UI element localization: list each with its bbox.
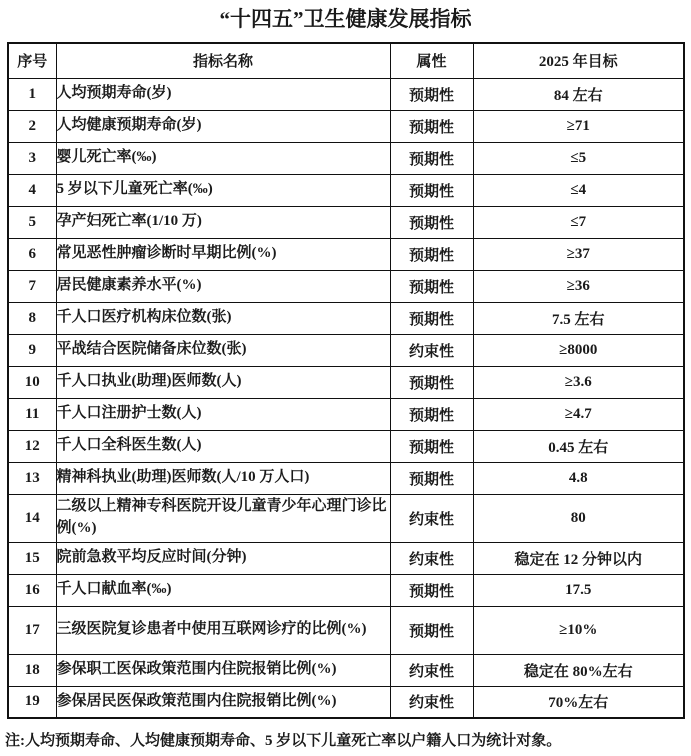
- row-target: ≤4: [473, 174, 684, 206]
- table-header-row: [8, 43, 684, 78]
- row-indicator-name: 千人口执业(助理)医师数(人): [56, 366, 390, 398]
- indicators-table: [7, 42, 685, 719]
- row-target: 4.8: [473, 462, 684, 494]
- row-attribute: 约束性: [390, 542, 473, 574]
- row-attribute: 预期性: [390, 238, 473, 270]
- table-row: [8, 430, 684, 462]
- row-attribute: 预期性: [390, 110, 473, 142]
- row-no: 10: [8, 366, 56, 398]
- row-target: 稳定在 80%左右: [473, 654, 684, 686]
- header-attribute: 属性: [390, 43, 473, 78]
- row-indicator-name: 居民健康素养水平(%): [56, 270, 390, 302]
- row-indicator-name: 千人口注册护士数(人): [56, 398, 390, 430]
- row-indicator-name: 院前急救平均反应时间(分钟): [56, 542, 390, 574]
- table-row: [8, 238, 684, 270]
- row-target: 7.5 左右: [473, 302, 684, 334]
- table-row: [8, 302, 684, 334]
- page-title: “十四五”卫生健康发展指标: [219, 7, 472, 31]
- row-indicator-name: 常见恶性肿瘤诊断时早期比例(%): [56, 238, 390, 270]
- row-attribute: 预期性: [390, 270, 473, 302]
- row-no: 18: [8, 654, 56, 686]
- row-no: 12: [8, 430, 56, 462]
- row-no: 14: [8, 494, 56, 542]
- row-no: 6: [8, 238, 56, 270]
- row-no: 8: [8, 302, 56, 334]
- row-target: 0.45 左右: [473, 430, 684, 462]
- table-row: [8, 142, 684, 174]
- row-attribute: 约束性: [390, 494, 473, 542]
- table-row: [8, 206, 684, 238]
- row-attribute: 预期性: [390, 302, 473, 334]
- header-2025-target: 2025 年目标: [473, 43, 684, 78]
- row-indicator-name: 参保居民医保政策范围内住院报销比例(%): [56, 686, 390, 718]
- row-attribute: 约束性: [390, 686, 473, 718]
- row-indicator-name: 婴儿死亡率(‰): [56, 142, 390, 174]
- table-row: [8, 110, 684, 142]
- row-indicator-name: 二级以上精神专科医院开设儿童青少年心理门诊比例(%): [56, 494, 390, 542]
- row-indicator-name: 三级医院复诊患者中使用互联网诊疗的比例(%): [56, 606, 390, 654]
- row-target: ≥37: [473, 238, 684, 270]
- row-attribute: 预期性: [390, 206, 473, 238]
- table-row: [8, 78, 684, 110]
- row-target: 84 左右: [473, 78, 684, 110]
- row-no: 4: [8, 174, 56, 206]
- row-target: ≤5: [473, 142, 684, 174]
- table-row: [8, 654, 684, 686]
- row-target: ≥36: [473, 270, 684, 302]
- row-attribute: 约束性: [390, 334, 473, 366]
- row-attribute: 预期性: [390, 366, 473, 398]
- row-attribute: 预期性: [390, 78, 473, 110]
- row-target: ≥10%: [473, 606, 684, 654]
- row-attribute: 预期性: [390, 142, 473, 174]
- row-no: 15: [8, 542, 56, 574]
- row-target: ≥71: [473, 110, 684, 142]
- table-row: [8, 334, 684, 366]
- row-indicator-name: 人均健康预期寿命(岁): [56, 110, 390, 142]
- row-indicator-name: 参保职工医保政策范围内住院报销比例(%): [56, 654, 390, 686]
- row-target: ≥3.6: [473, 366, 684, 398]
- row-no: 3: [8, 142, 56, 174]
- row-target: ≥4.7: [473, 398, 684, 430]
- row-no: 11: [8, 398, 56, 430]
- row-indicator-name: 千人口献血率(‰): [56, 574, 390, 606]
- row-no: 16: [8, 574, 56, 606]
- row-target: 70%左右: [473, 686, 684, 718]
- table-row: [8, 366, 684, 398]
- row-attribute: 预期性: [390, 462, 473, 494]
- row-no: 1: [8, 78, 56, 110]
- table-row: [8, 494, 684, 542]
- row-target: 80: [473, 494, 684, 542]
- row-attribute: 约束性: [390, 654, 473, 686]
- row-indicator-name: 千人口全科医生数(人): [56, 430, 390, 462]
- row-attribute: 预期性: [390, 174, 473, 206]
- row-target: 稳定在 12 分钟以内: [473, 542, 684, 574]
- row-indicator-name: 千人口医疗机构床位数(张): [56, 302, 390, 334]
- row-no: 2: [8, 110, 56, 142]
- table-row: [8, 398, 684, 430]
- table-row: [8, 686, 684, 718]
- table-row: [8, 174, 684, 206]
- footnote: 注:人均预期寿命、人均健康预期寿命、5 岁以下儿童死亡率以户籍人口为统计对象。: [5, 733, 562, 750]
- row-target: ≤7: [473, 206, 684, 238]
- row-indicator-name: 5 岁以下儿童死亡率(‰): [56, 174, 390, 206]
- row-attribute: 预期性: [390, 606, 473, 654]
- row-attribute: 预期性: [390, 574, 473, 606]
- table-row: [8, 542, 684, 574]
- header-indicator-name: 指标名称: [56, 43, 390, 78]
- row-no: 7: [8, 270, 56, 302]
- row-attribute: 预期性: [390, 430, 473, 462]
- row-no: 9: [8, 334, 56, 366]
- row-attribute: 预期性: [390, 398, 473, 430]
- row-target: 17.5: [473, 574, 684, 606]
- header-serial-number: 序号: [8, 43, 56, 78]
- table-row: [8, 574, 684, 606]
- row-indicator-name: 精神科执业(助理)医师数(人/10 万人口): [56, 462, 390, 494]
- row-no: 13: [8, 462, 56, 494]
- row-no: 5: [8, 206, 56, 238]
- table-row: [8, 606, 684, 654]
- row-indicator-name: 平战结合医院储备床位数(张): [56, 334, 390, 366]
- row-no: 17: [8, 606, 56, 654]
- row-indicator-name: 孕产妇死亡率(1/10 万): [56, 206, 390, 238]
- table-row: [8, 462, 684, 494]
- row-no: 19: [8, 686, 56, 718]
- row-indicator-name: 人均预期寿命(岁): [56, 78, 390, 110]
- table-row: [8, 270, 684, 302]
- row-target: ≥8000: [473, 334, 684, 366]
